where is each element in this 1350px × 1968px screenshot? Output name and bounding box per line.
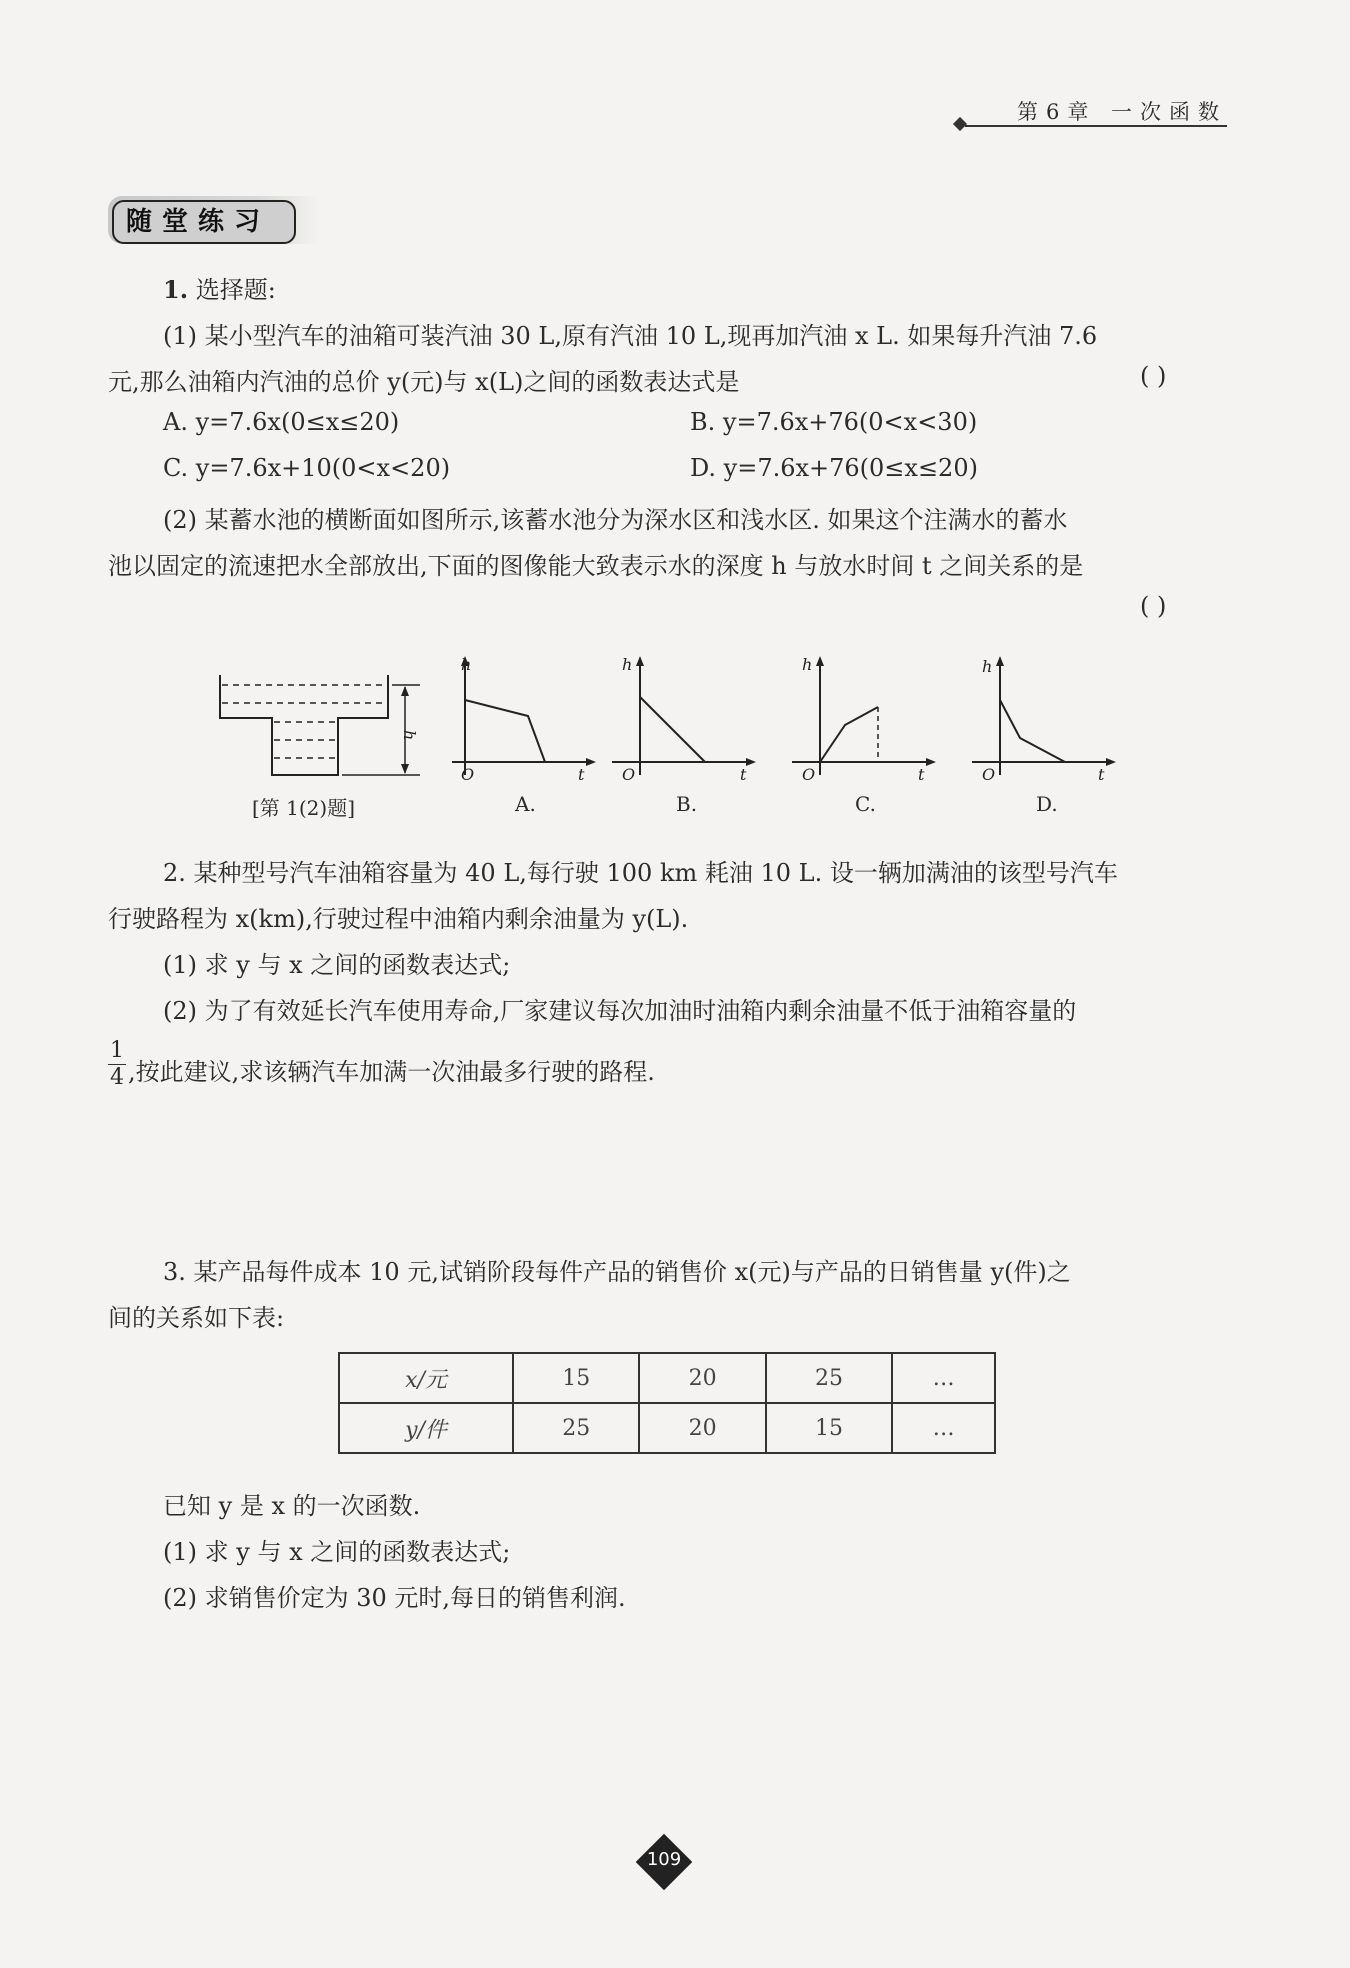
figure-caption: [第 1(2)题] xyxy=(252,796,356,820)
q3-sub1: (1) 求 y 与 x 之间的函数表达式; xyxy=(163,1538,511,1566)
q1-p2-answer-bracket: ( ) xyxy=(1140,592,1167,620)
table-cell: 15 xyxy=(766,1403,892,1453)
graph-b-origin: O xyxy=(622,765,636,784)
table-cell: 15 xyxy=(513,1353,639,1403)
q1-title: 选择题: xyxy=(195,276,276,304)
q2-sub1: (1) 求 y 与 x 之间的函数表达式; xyxy=(163,951,511,979)
q1-p2-line2: 池以固定的流速把水全部放出,下面的图像能大致表示水的深度 h 与放水时间 t 之间关系的是 xyxy=(108,552,1084,580)
q3-sub2: (2) 求销售价定为 30 元时,每日的销售利润. xyxy=(163,1584,626,1612)
table-cell: y/件 xyxy=(339,1403,513,1453)
graph-a-origin: O xyxy=(461,765,475,784)
graph-a-t-label: t xyxy=(578,765,585,784)
table-cell: … xyxy=(892,1353,995,1403)
graph-c-curve xyxy=(820,707,878,762)
table-cell: 25 xyxy=(766,1353,892,1403)
q3-line2: 间的关系如下表: xyxy=(108,1304,285,1332)
table-cell: 25 xyxy=(513,1403,639,1453)
graph-b-t-label: t xyxy=(740,765,747,784)
graph-a xyxy=(452,660,592,775)
graph-c-label: C. xyxy=(855,792,876,816)
chapter-title: 第6章 一次函数 xyxy=(1016,100,1227,124)
arrow-right-icon xyxy=(926,758,936,766)
arrow-down-icon xyxy=(401,764,409,774)
dimension-h-label: h xyxy=(400,730,419,741)
arrow-up-icon xyxy=(996,656,1004,666)
price-sales-table xyxy=(338,1352,996,1454)
fraction-denominator: 4 xyxy=(110,1065,124,1090)
table-cell: 20 xyxy=(639,1403,765,1453)
reservoir-outline xyxy=(220,675,388,775)
q1-option-b: B. y=7.6x+76(0<x<30) xyxy=(690,408,978,436)
q2-line1: 2. 某种型号汽车油箱容量为 40 L,每行驶 100 km 耗油 10 L. 设一辆加满油的该型号汽车 xyxy=(163,859,1118,887)
arrow-right-icon xyxy=(586,758,596,766)
graph-b-label: B. xyxy=(676,792,698,816)
figure-graphics xyxy=(0,0,1350,840)
graph-c-h-label: h xyxy=(802,655,813,674)
q1-p2-line1: (2) 某蓄水池的横断面如图所示,该蓄水池分为深水区和浅水区. 如果这个注满水的蓄水 xyxy=(163,506,1068,534)
q1-p1-line2: 元,那么油箱内汽油的总价 y(元)与 x(L)之间的函数表达式是 xyxy=(108,368,740,396)
q2-sub2-line2: ,按此建议,求该辆汽车加满一次油最多行驶的路程. xyxy=(128,1058,655,1086)
graph-d-label: D. xyxy=(1036,792,1058,816)
section-title: 随堂练习 xyxy=(112,200,296,244)
q1-option-c: C. y=7.6x+10(0<x<20) xyxy=(163,454,451,482)
q1-p1-answer-bracket: ( ) xyxy=(1140,362,1167,390)
table-cell: x/元 xyxy=(339,1353,513,1403)
table-row xyxy=(339,1403,995,1453)
q1-option-d: D. y=7.6x+76(0≤x≤20) xyxy=(690,454,978,482)
q2-sub2-line1: (2) 为了有效延长汽车使用寿命,厂家建议每次加油时油箱内剩余油量不低于油箱容量的 xyxy=(163,997,1077,1025)
arrow-up-icon xyxy=(816,656,824,666)
water-level-dashes xyxy=(222,685,386,758)
graph-c xyxy=(792,660,932,775)
table-cell: … xyxy=(892,1403,995,1453)
graph-c-origin: O xyxy=(802,765,816,784)
q1-option-a: A. y=7.6x(0≤x≤20) xyxy=(163,408,400,436)
graph-b xyxy=(612,660,752,775)
graph-d-curve xyxy=(1000,700,1065,762)
arrow-up-icon xyxy=(636,656,644,666)
graph-d-t-label: t xyxy=(1098,765,1105,784)
graph-d xyxy=(972,660,1112,775)
q3-line1: 3. 某产品每件成本 10 元,试销阶段每件产品的销售价 x(元)与产品的日销售量 y(件)之 xyxy=(163,1258,1071,1286)
fraction-one-quarter xyxy=(108,1038,126,1091)
table-row xyxy=(339,1353,995,1403)
graph-a-curve xyxy=(465,700,545,762)
table-cell: 20 xyxy=(639,1353,765,1403)
graph-d-h-label: h xyxy=(982,657,993,676)
arrow-up-icon xyxy=(401,686,409,696)
graph-a-h-label: h xyxy=(461,655,472,674)
graph-b-curve xyxy=(640,697,705,762)
graph-d-origin: O xyxy=(982,765,996,784)
arrow-right-icon xyxy=(746,758,756,766)
graph-a-label: A. xyxy=(515,792,536,816)
fraction-numerator: 1 xyxy=(110,1038,124,1063)
q3-known: 已知 y 是 x 的一次函数. xyxy=(163,1492,421,1520)
q1-p1-line1: (1) 某小型汽车的油箱可装汽油 30 L,原有汽油 10 L,现再加汽油 x L. 如果每升汽油 7.6 xyxy=(163,322,1098,350)
q2-line2: 行驶路程为 x(km),行驶过程中油箱内剩余油量为 y(L). xyxy=(108,905,689,933)
graph-b-h-label: h xyxy=(622,655,633,674)
page-number: 109 xyxy=(646,1849,682,1870)
graph-c-t-label: t xyxy=(918,765,925,784)
q1-number: 1. xyxy=(163,275,189,304)
arrow-right-icon xyxy=(1106,758,1116,766)
